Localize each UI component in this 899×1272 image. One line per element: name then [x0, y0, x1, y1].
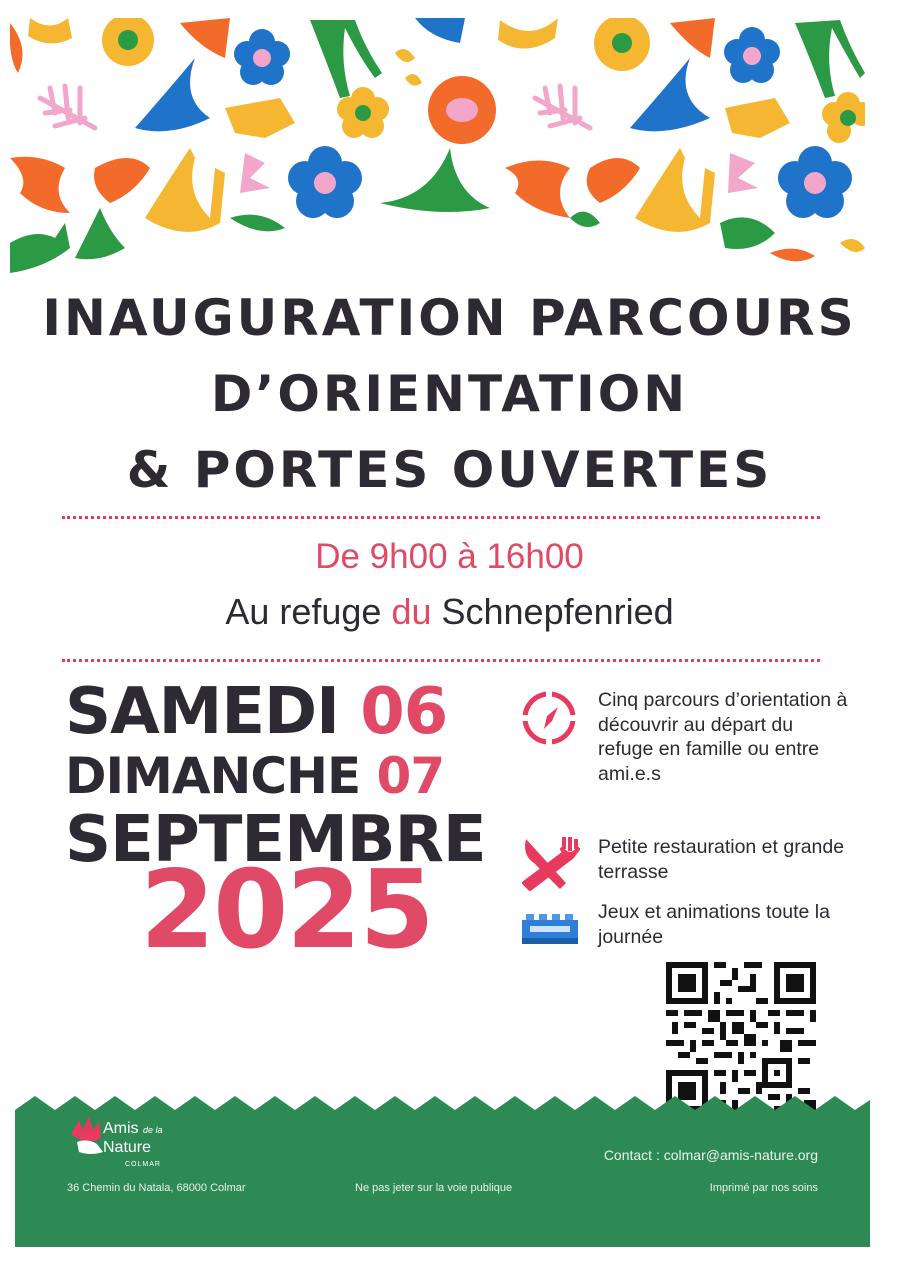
title-line-2: D’ORIENTATION: [210, 365, 689, 423]
feature-orienteering: [520, 688, 850, 786]
location-prefix: Au refuge: [225, 591, 392, 632]
date-sunday: [65, 744, 486, 808]
location-highlight: du: [391, 591, 432, 632]
day1-number: 06: [360, 675, 448, 749]
logo-amis: Amis: [103, 1120, 139, 1137]
day1-name: SAMEDI: [65, 675, 339, 749]
feature-food-text: Petite restauration et grande terrasse: [598, 836, 845, 883]
footer-address: 36 Chemin du Natala, 68000 Colmar: [67, 1182, 246, 1194]
contact-email[interactable]: Contact : colmar@amis-nature.org: [603, 1147, 818, 1163]
day2-name: DIMANCHE: [65, 747, 361, 805]
event-location: [0, 591, 899, 633]
title-line-3: & PORTES OUVERTES: [126, 441, 773, 499]
title-line-1: INAUGURATION PARCOURS: [42, 289, 857, 347]
qr-code[interactable]: [665, 962, 817, 1112]
opening-hours: De 9h00 à 16h00: [315, 537, 584, 576]
event-dates: [65, 675, 486, 877]
date-year: 2025: [140, 848, 433, 973]
logo-colmar: COLMAR: [125, 1161, 161, 1168]
event-title: [0, 280, 899, 508]
feature-orienteering-text: Cinq parcours d’orientation à découvrir au départ du refuge en famille ou entre ami.e.s: [598, 689, 848, 785]
fork-knife-icon: [520, 835, 580, 895]
location-suffix: Schnepfenried: [431, 591, 674, 632]
dotted-divider-bottom: [62, 659, 820, 662]
footer-notice: Ne pas jeter sur la voie publique: [355, 1182, 513, 1194]
feature-games-text: Jeux et animations toute la journée: [598, 901, 830, 948]
date-month: SEPTEMBRE: [65, 803, 486, 877]
dotted-divider-top: [62, 516, 820, 519]
date-saturday: [65, 675, 486, 749]
feature-food: [520, 835, 850, 895]
toy-brick-icon: [520, 900, 580, 960]
day2-number: 07: [376, 747, 445, 805]
feature-games: [520, 900, 850, 960]
footer: [15, 1092, 870, 1247]
logo-de-la: de la: [143, 1125, 163, 1135]
footer-printed: Imprimé par nos soins: [709, 1182, 818, 1194]
logo-nature: Nature: [103, 1139, 152, 1156]
compass-icon: [520, 688, 580, 748]
logo-wordmark: [103, 1120, 163, 1173]
floral-pattern-header: [10, 18, 865, 273]
